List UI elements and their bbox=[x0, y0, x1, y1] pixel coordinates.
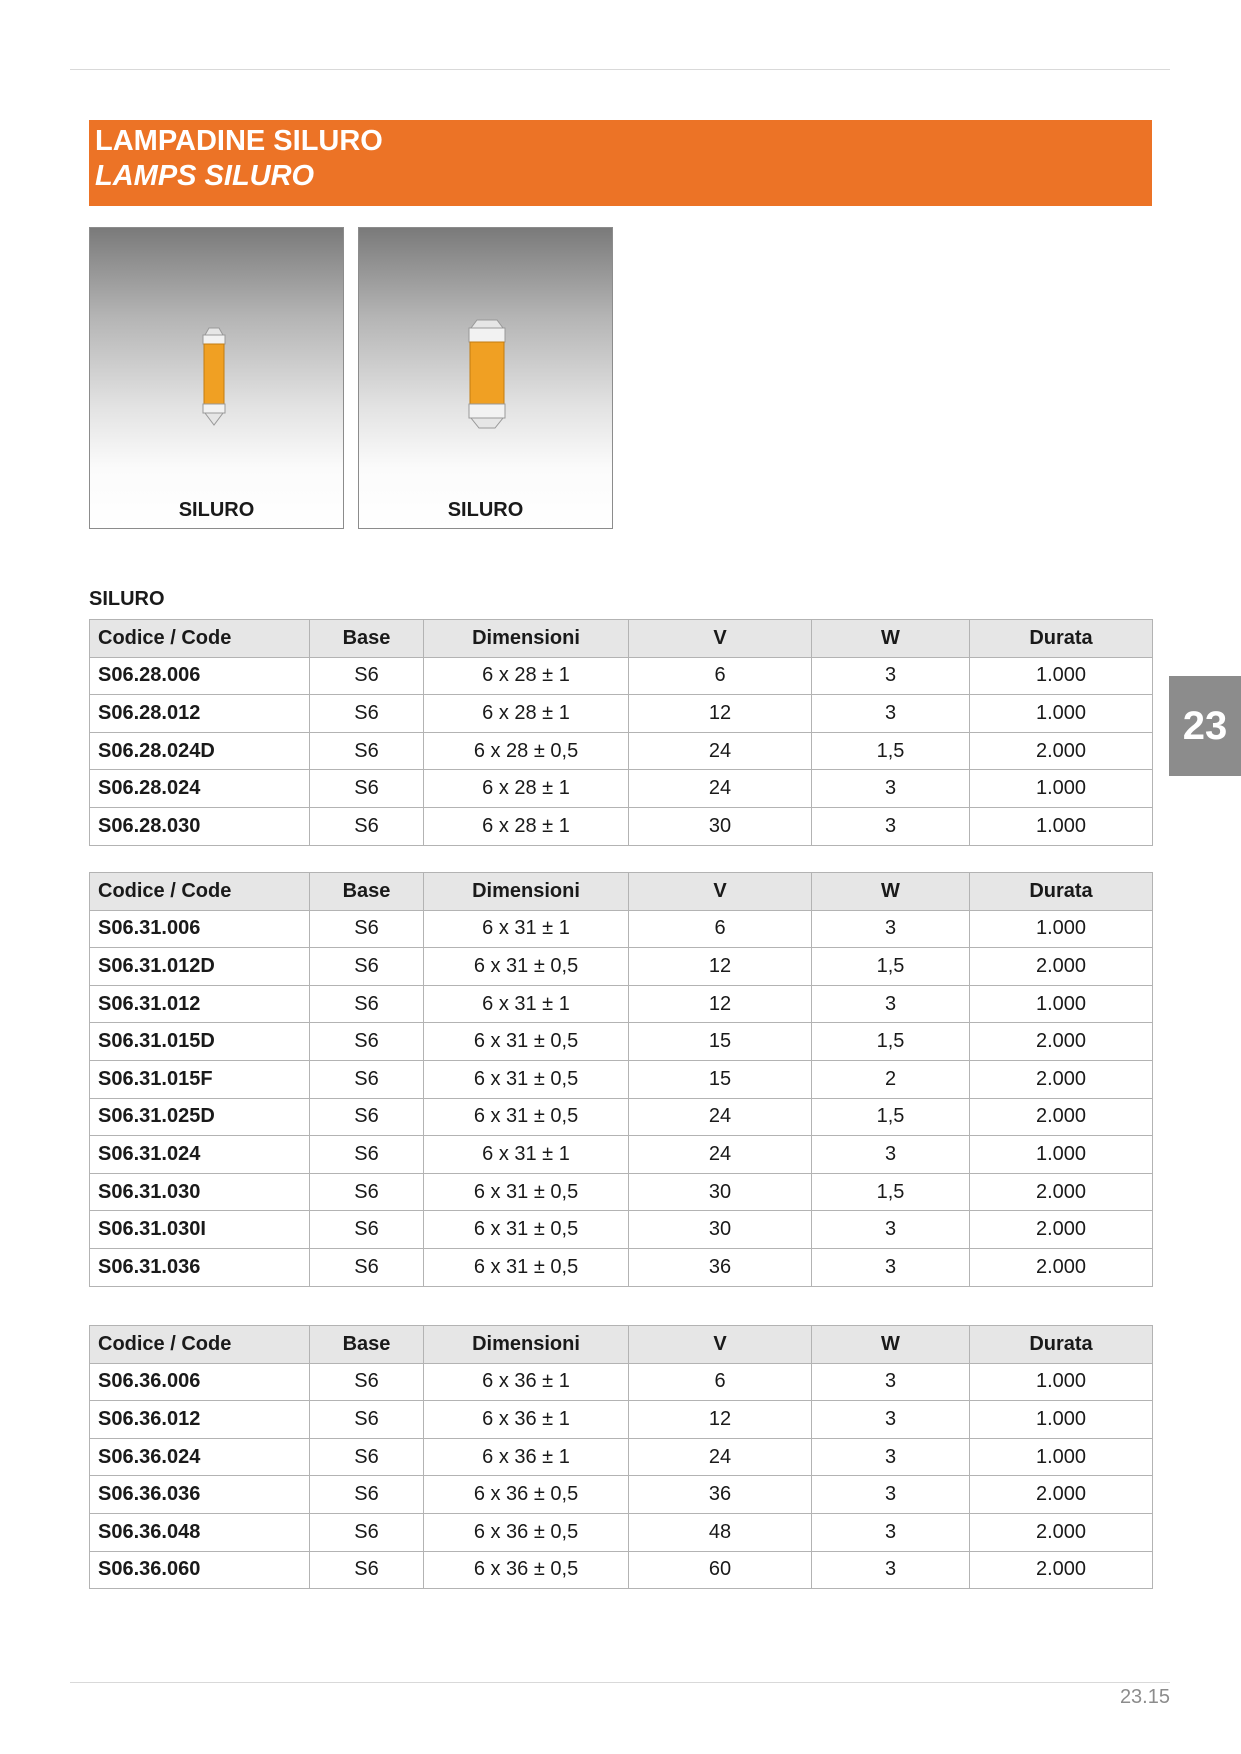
cell-code: S06.31.030I bbox=[90, 1211, 310, 1249]
cell-lifetime: 2.000 bbox=[970, 1098, 1153, 1136]
cell-code: S06.31.024 bbox=[90, 1136, 310, 1174]
column-header-dimensions: Dimensioni bbox=[424, 873, 629, 911]
cell-lifetime: 2.000 bbox=[970, 1476, 1153, 1514]
banner-title-english: LAMPS SILURO bbox=[95, 160, 315, 192]
table-header-row bbox=[90, 873, 1153, 911]
cell-lifetime: 1.000 bbox=[970, 1363, 1153, 1401]
column-header-lifetime: Durata bbox=[970, 873, 1153, 911]
column-header-base: Base bbox=[310, 873, 424, 911]
page-number: 23.15 bbox=[1119, 1686, 1170, 1708]
table-row bbox=[90, 1060, 1153, 1098]
cell-wattage: 3 bbox=[812, 1438, 970, 1476]
table-row bbox=[90, 1363, 1153, 1401]
cell-base: S6 bbox=[310, 1248, 424, 1286]
cell-dimensions: 6 x 36 ± 1 bbox=[424, 1438, 629, 1476]
cell-wattage: 3 bbox=[812, 985, 970, 1023]
table-row bbox=[90, 910, 1153, 948]
cell-wattage: 3 bbox=[812, 807, 970, 845]
spec-table-28mm bbox=[89, 619, 1153, 846]
cell-base: S6 bbox=[310, 1023, 424, 1061]
cell-voltage: 24 bbox=[629, 732, 812, 770]
cell-base: S6 bbox=[310, 807, 424, 845]
cell-dimensions: 6 x 28 ± 1 bbox=[424, 695, 629, 733]
column-header-base: Base bbox=[310, 1326, 424, 1364]
cell-voltage: 60 bbox=[629, 1551, 812, 1589]
cell-code: S06.28.006 bbox=[90, 657, 310, 695]
column-header-base: Base bbox=[310, 620, 424, 658]
cell-base: S6 bbox=[310, 1363, 424, 1401]
column-header-voltage: V bbox=[629, 620, 812, 658]
table-row bbox=[90, 807, 1153, 845]
column-header-lifetime: Durata bbox=[970, 620, 1153, 658]
cell-code: S06.31.006 bbox=[90, 910, 310, 948]
cell-base: S6 bbox=[310, 1401, 424, 1439]
cell-base: S6 bbox=[310, 695, 424, 733]
cell-lifetime: 2.000 bbox=[970, 1023, 1153, 1061]
cell-dimensions: 6 x 36 ± 1 bbox=[424, 1363, 629, 1401]
cell-lifetime: 2.000 bbox=[970, 1513, 1153, 1551]
festoon-bulb-icon bbox=[90, 228, 345, 530]
cell-wattage: 1,5 bbox=[812, 1098, 970, 1136]
cell-base: S6 bbox=[310, 910, 424, 948]
cell-code: S06.36.012 bbox=[90, 1401, 310, 1439]
cell-code: S06.31.030 bbox=[90, 1173, 310, 1211]
table-row bbox=[90, 1551, 1153, 1589]
cell-wattage: 3 bbox=[812, 1248, 970, 1286]
column-header-lifetime: Durata bbox=[970, 1326, 1153, 1364]
cell-base: S6 bbox=[310, 1173, 424, 1211]
cell-code: S06.28.024D bbox=[90, 732, 310, 770]
banner-title-italian: LAMPADINE SILURO bbox=[95, 125, 383, 157]
spec-table-31mm bbox=[89, 872, 1153, 1287]
cell-lifetime: 2.000 bbox=[970, 1060, 1153, 1098]
table-header-row bbox=[90, 1326, 1153, 1364]
table-row bbox=[90, 695, 1153, 733]
table-row bbox=[90, 1438, 1153, 1476]
photo-caption: SILURO bbox=[178, 499, 255, 521]
product-photo-2 bbox=[358, 227, 613, 529]
cell-voltage: 12 bbox=[629, 695, 812, 733]
festoon-bulb-icon bbox=[359, 228, 614, 530]
section-label: SILURO bbox=[89, 588, 165, 610]
column-header-voltage: V bbox=[629, 1326, 812, 1364]
cell-lifetime: 1.000 bbox=[970, 695, 1153, 733]
cell-voltage: 12 bbox=[629, 948, 812, 986]
cell-voltage: 15 bbox=[629, 1023, 812, 1061]
table-row bbox=[90, 1098, 1153, 1136]
cell-dimensions: 6 x 36 ± 1 bbox=[424, 1401, 629, 1439]
cell-lifetime: 2.000 bbox=[970, 1211, 1153, 1249]
cell-dimensions: 6 x 31 ± 0,5 bbox=[424, 1060, 629, 1098]
cell-wattage: 3 bbox=[812, 1136, 970, 1174]
cell-wattage: 3 bbox=[812, 770, 970, 808]
cell-dimensions: 6 x 28 ± 0,5 bbox=[424, 732, 629, 770]
cell-lifetime: 1.000 bbox=[970, 657, 1153, 695]
cell-base: S6 bbox=[310, 1551, 424, 1589]
cell-lifetime: 2.000 bbox=[970, 1551, 1153, 1589]
cell-dimensions: 6 x 36 ± 0,5 bbox=[424, 1513, 629, 1551]
cell-lifetime: 1.000 bbox=[970, 770, 1153, 808]
cell-wattage: 1,5 bbox=[812, 732, 970, 770]
cell-wattage: 3 bbox=[812, 1551, 970, 1589]
cell-voltage: 24 bbox=[629, 1098, 812, 1136]
table-row bbox=[90, 657, 1153, 695]
cell-code: S06.36.006 bbox=[90, 1363, 310, 1401]
cell-code: S06.31.036 bbox=[90, 1248, 310, 1286]
cell-code: S06.28.012 bbox=[90, 695, 310, 733]
cell-dimensions: 6 x 31 ± 0,5 bbox=[424, 1248, 629, 1286]
cell-base: S6 bbox=[310, 770, 424, 808]
cell-code: S06.28.024 bbox=[90, 770, 310, 808]
cell-dimensions: 6 x 28 ± 1 bbox=[424, 657, 629, 695]
product-photo-1 bbox=[89, 227, 344, 529]
cell-voltage: 36 bbox=[629, 1476, 812, 1514]
cell-base: S6 bbox=[310, 1136, 424, 1174]
table-row bbox=[90, 1401, 1153, 1439]
cell-base: S6 bbox=[310, 948, 424, 986]
table-row bbox=[90, 1476, 1153, 1514]
column-header-wattage: W bbox=[812, 620, 970, 658]
cell-wattage: 3 bbox=[812, 910, 970, 948]
cell-base: S6 bbox=[310, 1438, 424, 1476]
cell-dimensions: 6 x 31 ± 0,5 bbox=[424, 1173, 629, 1211]
column-header-code: Codice / Code bbox=[90, 873, 310, 911]
cell-dimensions: 6 x 36 ± 0,5 bbox=[424, 1476, 629, 1514]
table-header-row bbox=[90, 620, 1153, 658]
table-row bbox=[90, 1248, 1153, 1286]
table-row bbox=[90, 1023, 1153, 1061]
cell-voltage: 12 bbox=[629, 1401, 812, 1439]
cell-voltage: 30 bbox=[629, 807, 812, 845]
cell-code: S06.31.012 bbox=[90, 985, 310, 1023]
cell-wattage: 2 bbox=[812, 1060, 970, 1098]
column-header-wattage: W bbox=[812, 1326, 970, 1364]
cell-base: S6 bbox=[310, 1513, 424, 1551]
cell-code: S06.36.048 bbox=[90, 1513, 310, 1551]
cell-lifetime: 2.000 bbox=[970, 948, 1153, 986]
cell-lifetime: 1.000 bbox=[970, 985, 1153, 1023]
cell-base: S6 bbox=[310, 1211, 424, 1249]
cell-code: S06.31.025D bbox=[90, 1098, 310, 1136]
cell-lifetime: 1.000 bbox=[970, 1438, 1153, 1476]
cell-wattage: 1,5 bbox=[812, 1023, 970, 1061]
cell-lifetime: 1.000 bbox=[970, 1136, 1153, 1174]
cell-dimensions: 6 x 31 ± 0,5 bbox=[424, 1211, 629, 1249]
column-header-wattage: W bbox=[812, 873, 970, 911]
cell-wattage: 3 bbox=[812, 1476, 970, 1514]
cell-wattage: 1,5 bbox=[812, 1173, 970, 1211]
cell-lifetime: 2.000 bbox=[970, 732, 1153, 770]
column-header-code: Codice / Code bbox=[90, 1326, 310, 1364]
cell-code: S06.31.012D bbox=[90, 948, 310, 986]
table-row bbox=[90, 1173, 1153, 1211]
cell-voltage: 6 bbox=[629, 910, 812, 948]
cell-dimensions: 6 x 28 ± 1 bbox=[424, 807, 629, 845]
cell-base: S6 bbox=[310, 1060, 424, 1098]
cell-dimensions: 6 x 36 ± 0,5 bbox=[424, 1551, 629, 1589]
spec-table-36mm bbox=[89, 1325, 1153, 1589]
chapter-tab[interactable]: 23 bbox=[1169, 676, 1241, 776]
cell-base: S6 bbox=[310, 657, 424, 695]
cell-dimensions: 6 x 31 ± 1 bbox=[424, 985, 629, 1023]
cell-wattage: 3 bbox=[812, 1363, 970, 1401]
cell-voltage: 30 bbox=[629, 1173, 812, 1211]
cell-dimensions: 6 x 31 ± 0,5 bbox=[424, 1023, 629, 1061]
cell-code: S06.28.030 bbox=[90, 807, 310, 845]
cell-code: S06.31.015D bbox=[90, 1023, 310, 1061]
cell-dimensions: 6 x 31 ± 1 bbox=[424, 1136, 629, 1174]
cell-dimensions: 6 x 31 ± 1 bbox=[424, 910, 629, 948]
cell-voltage: 6 bbox=[629, 657, 812, 695]
cell-wattage: 3 bbox=[812, 1513, 970, 1551]
table-row bbox=[90, 1211, 1153, 1249]
table-row bbox=[90, 985, 1153, 1023]
table-row bbox=[90, 948, 1153, 986]
column-header-dimensions: Dimensioni bbox=[424, 1326, 629, 1364]
cell-lifetime: 1.000 bbox=[970, 1401, 1153, 1439]
cell-voltage: 24 bbox=[629, 1136, 812, 1174]
cell-voltage: 24 bbox=[629, 1438, 812, 1476]
cell-base: S6 bbox=[310, 732, 424, 770]
cell-wattage: 3 bbox=[812, 657, 970, 695]
cell-base: S6 bbox=[310, 1476, 424, 1514]
bottom-rule bbox=[70, 1682, 1170, 1683]
table-row bbox=[90, 732, 1153, 770]
cell-base: S6 bbox=[310, 985, 424, 1023]
top-rule bbox=[70, 69, 1170, 70]
cell-lifetime: 1.000 bbox=[970, 910, 1153, 948]
cell-voltage: 15 bbox=[629, 1060, 812, 1098]
cell-lifetime: 1.000 bbox=[970, 807, 1153, 845]
cell-voltage: 6 bbox=[629, 1363, 812, 1401]
cell-wattage: 3 bbox=[812, 1211, 970, 1249]
cell-voltage: 30 bbox=[629, 1211, 812, 1249]
cell-dimensions: 6 x 31 ± 0,5 bbox=[424, 948, 629, 986]
cell-voltage: 12 bbox=[629, 985, 812, 1023]
cell-base: S6 bbox=[310, 1098, 424, 1136]
cell-lifetime: 2.000 bbox=[970, 1173, 1153, 1211]
cell-voltage: 48 bbox=[629, 1513, 812, 1551]
table-row bbox=[90, 1513, 1153, 1551]
cell-wattage: 3 bbox=[812, 695, 970, 733]
cell-wattage: 1,5 bbox=[812, 948, 970, 986]
cell-code: S06.36.060 bbox=[90, 1551, 310, 1589]
photo-caption: SILURO bbox=[447, 499, 524, 521]
cell-voltage: 24 bbox=[629, 770, 812, 808]
cell-code: S06.36.024 bbox=[90, 1438, 310, 1476]
cell-code: S06.31.015F bbox=[90, 1060, 310, 1098]
table-row bbox=[90, 1136, 1153, 1174]
cell-wattage: 3 bbox=[812, 1401, 970, 1439]
cell-dimensions: 6 x 28 ± 1 bbox=[424, 770, 629, 808]
cell-lifetime: 2.000 bbox=[970, 1248, 1153, 1286]
column-header-dimensions: Dimensioni bbox=[424, 620, 629, 658]
cell-code: S06.36.036 bbox=[90, 1476, 310, 1514]
cell-dimensions: 6 x 31 ± 0,5 bbox=[424, 1098, 629, 1136]
table-row bbox=[90, 770, 1153, 808]
cell-voltage: 36 bbox=[629, 1248, 812, 1286]
column-header-voltage: V bbox=[629, 873, 812, 911]
column-header-code: Codice / Code bbox=[90, 620, 310, 658]
section-banner bbox=[89, 120, 1152, 206]
